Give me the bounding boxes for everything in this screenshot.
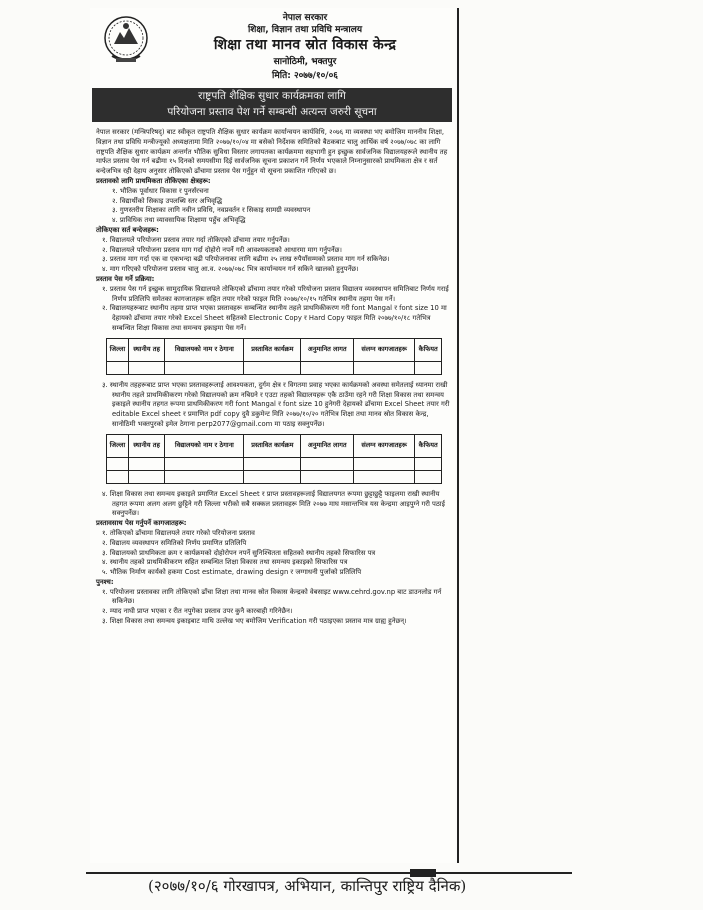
process-item: १. प्रस्ताव पेस गर्न इच्छुक सामुदायिक विद्यालयले तोकिएको ढाँचामा तयार गरेको परियोजना प्रस्ताव विद्यालय व्यवस्थापन समितिबाट निर्णय गराई निर्णय प्रतिलिपि समेतका कागजातहरू सहित तयार गरेको फाइल मिति २०७७/१०/१५ गतेभित्र स्थानीय तहमा पेस गर्ने।	[102, 284, 449, 303]
priority-item: ३. गुणस्तरीय शिक्षाका लागि नवीन प्रविधि, नवप्रवर्तन र सिकाइ सामग्री व्यवस्थापन	[112, 206, 311, 215]
notice-header	[90, 8, 455, 90]
notice-body	[96, 128, 450, 627]
documents-title: प्रस्तावसाथ पेस गर्नुपर्ने कागजातहरू:	[96, 519, 187, 528]
process-item: ३. स्थानीय तहहरूबाट प्राप्त भएका प्रस्तावहरूलाई आवश्यकता, दुर्गम क्षेत्र र विगतमा प्रवाह भएका कार्यक्रमको अवस्था समेतलाई ध्यानमा राखी स्थानीय तहले प्राथमिकीकरण गरेको विद्यालयको क्रम नबिग्रने र एउटा तहको विद्यालयहरू एकै ठाउँमा रहने गरी शिक्षा विकास तथा समन्वय इकाइले स्थानीय तहगत रूपमा प्राथमिकीकरण गरी font Mangal र font size 10 हुनेगरी देहायको ढाँचामा Excel Sheet तयार गरी editable Excel sheet र प्रमाणित pdf copy दुवै डकुमेन्ट मिति २०७७/१०/२० गतेभित्र शिक्षा तथा मानव स्रोत विकास केन्द्र, सानोठिमी भक्तपुरको इमेल ठेगाना perp2077@gmail.com मा पठाइ सक्नुपर्नेछ।	[102, 380, 450, 428]
process-item: ४. शिक्षा विकास तथा समन्वय इकाइले प्रमाणित Excel Sheet र प्राप्त प्रस्तावहरूलाई विद्यालयगत रूपमा छुट्टाछुट्टै फाइलमा राखी स्थानीय तहगत रूपमा अलग अलग छुट्टिने गरी जिल्ला भरीको सबै सक्कल प्रस्तावहरू मिति २०७७ माघ मसान्तभित्र यस केन्द्रमा आइपुग्ने गरी पठाई सक्नुपर्नेछ।	[102, 489, 445, 518]
table-header-cell: संलग्न कागजातहरू	[353, 338, 414, 361]
table-row	[107, 361, 442, 374]
nepal-emblem-icon	[102, 12, 150, 68]
format-table-2	[106, 434, 442, 484]
header-ministry: शिक्षा, विज्ञान तथा प्रविधि मन्त्रालय	[247, 25, 363, 35]
document-item: ४. स्थानीय तहको प्राथमिकीकरण सहित सम्बन्धित शिक्षा विकास तथा समन्वय इकाइको सिफारिस पत्र	[102, 558, 348, 567]
note-item: ३. शिक्षा विकास तथा समन्वय इकाइबाट माथि उल्लेख भए बमोजिम Verification गरी पठाइएका प्रस्ताव मात्र ग्राह्य हुनेछन्।	[102, 617, 407, 626]
document-item: ३. विद्यालयको प्राथमिकता क्रम र कार्यक्रमको दोहोरोपन नपर्ने सुनिश्चितता सहितको स्थानीय तहको सिफारिस पत्र	[102, 548, 376, 557]
table-header-cell: जिल्ला	[107, 338, 129, 361]
process-title: प्रस्ताव पेस गर्ने प्रक्रिया:	[96, 274, 155, 283]
table-header-cell: प्रस्तावित कार्यक्रम	[244, 434, 301, 457]
priority-title: प्रस्तावको लागि प्राथमिकता तोकिएका क्षेत्रहरू:	[96, 176, 211, 185]
header-center-name: शिक्षा तथा मानव स्रोत विकास केन्द्र	[213, 37, 397, 53]
table-header-cell: अनुमानित लागत	[301, 338, 354, 361]
banner-line-1: राष्ट्रपति शैक्षिक सुधार कार्यक्रमका लागि	[198, 90, 346, 102]
scan-edge-line	[457, 8, 459, 863]
table-row	[107, 470, 442, 483]
process-item: २. विद्यालयहरूबाट स्थानीय तहमा प्राप्त भएका प्रस्तावहरू सम्बन्धित स्थानीय तहले प्राथमिकीकरण गरी font Mangal र font size 10 मा देहायको ढाँचामा तयार गरेको Excel Sheet सहितको Electronic Copy र Hard Copy फाइल मिति २०७७/१०/१८ गतेभित्र सम्बन्धित शिक्षा विकास तथा समन्वय इकाइमा पेस गर्ने।	[102, 304, 447, 332]
priority-item: ४. प्राविधिक तथा व्यावसायिक शिक्षामा पहुँच अभिवृद्धि	[112, 216, 246, 225]
header-address: सानोठिमी, भक्तपुर	[273, 57, 337, 67]
notes-title: पुनश्च:	[96, 577, 114, 586]
condition-item: ३. प्रस्ताव माग गर्दा एक वा एकभन्दा बढी परियोजनाका लागि बढीमा २५ लाख रुपैयाँसम्मको प्रस्ताव माग गर्न सकिनेछ।	[102, 255, 390, 264]
table-header-cell: स्थानीय तह	[128, 434, 165, 457]
table-row	[107, 457, 442, 470]
banner-line-2: परियोजना प्रस्ताव पेश गर्ने सम्बन्धी अत्यन्त जरुरी सूचना	[167, 106, 377, 118]
format-table-1	[106, 338, 442, 375]
table-header-cell: कैफियत	[415, 338, 442, 361]
table-header-cell: विद्यालयको नाम र ठेगाना	[165, 434, 244, 457]
table-header-cell: प्रस्तावित कार्यक्रम	[244, 338, 301, 361]
condition-item: २. विद्यालयले परियोजना प्रस्ताव माग गर्दा दोहोरो नपर्ने गरी आवश्यकताको आधारमा माग गर्नुपर्नेछ।	[102, 245, 342, 254]
conditions-title: तोकिएका सर्त बन्देजहरू:	[96, 225, 159, 234]
bottom-rule	[86, 872, 572, 874]
priority-item: २. विद्यार्थीको सिकाइ उपलब्धि स्तर अभिवृद्धि	[112, 196, 223, 205]
table-header-cell: विद्यालयको नाम र ठेगाना	[165, 338, 244, 361]
table-header-cell: जिल्ला	[107, 434, 129, 457]
table-header-cell: संलग्न कागजातहरू	[353, 434, 414, 457]
notice-title-banner	[92, 88, 452, 122]
document-item: २. विद्यालय व्यवस्थापन समितिको निर्णय प्रमाणित प्रतिलिपि	[102, 538, 247, 547]
priority-item: १. भौतिक पूर्वाधार विकास र पुनर्संरचना	[112, 186, 209, 195]
header-government: नेपाल सरकार	[282, 13, 328, 23]
document-item: १. तोकिएको ढाँचामा विद्यालयले तयार गरेको परियोजना प्रस्ताव	[102, 528, 255, 537]
table-header-cell: कैफियत	[415, 434, 442, 457]
notice-document	[90, 8, 455, 863]
table-header-cell: अनुमानित लागत	[301, 434, 354, 457]
handwritten-note: (२०७७/१०/६ गोरखापत्र, अभियान, कान्तिपुर राष्ट्रिय दैनिक)	[148, 877, 467, 895]
intro-paragraph: नेपाल सरकार (मन्त्रिपरिषद्) बाट स्वीकृत राष्ट्रपति शैक्षिक सुधार कार्यक्रम कार्यान्वयन कार्यविधि, २०७६ मा व्यवस्था भए बमोजिम माननीय शिक्षा, विज्ञान तथा प्रविधि मन्त्रीज्यूको अध्यक्षतामा मिति २०७७/१०/०४ मा बसेको निर्देशक समितिको बैठकबाट चालु आर्थिक वर्ष २०७७/०७८ का लागि राष्ट्रपति शैक्षिक सुधार कार्यक्रम अन्तर्गत भौतिक सुविधा विस्तार लगायतका कार्यक्रममा सहभागी हुन इच्छुक सार्वजनिक विद्यालयहरूले स्थानीय तह मार्फत प्रस्ताव पेस गर्न बढीमा १५ दिनको समयसीमा दिई सार्वजनिक सूचना प्रकाशन गर्ने निर्णय भएकाले निम्नानुसारको प्राथमिकता क्षेत्र र सर्त बन्देजभित्र रही देहाय अनुसार तोकिएको ढाँचामा प्रस्ताव पेस गर्नुहुन यो सूचना प्रकाशित गरिएको छ।	[96, 128, 448, 176]
table-header-cell: स्थानीय तह	[128, 338, 165, 361]
condition-item: १. विद्यालयले परियोजना प्रस्ताव तयार गर्दा तोकिएको ढाँचामा तयार गर्नुपर्नेछ।	[102, 235, 290, 244]
note-item: २. म्याद नाघी प्राप्त भएका र रीत नपुगेका प्रस्ताव उपर कुनै कारबाही गरिनेछैन।	[102, 607, 293, 616]
document-item: ५. भौतिक निर्माण कार्यको हकमा Cost estimate, drawing design र जग्गाधनी पुर्जाको प्रतिलिपि	[102, 568, 362, 577]
note-item: १. परियोजना प्रस्तावका लागि तोकिएको ढाँचा शिक्षा तथा मानव स्रोत विकास केन्द्रको वेबसाइट www.cehrd.gov.np बाट डाउनलोड गर्न सकिनेछ।	[102, 587, 442, 606]
header-date: मिति: २०७७/१०/०६	[272, 71, 338, 81]
condition-item: ४. माग गरिएको परियोजना प्रस्ताव चालु आ.व. २०७७/०७८ भित्र कार्यान्वयन गर्न सकिने खालको हुनुपर्नेछ।	[102, 265, 359, 274]
